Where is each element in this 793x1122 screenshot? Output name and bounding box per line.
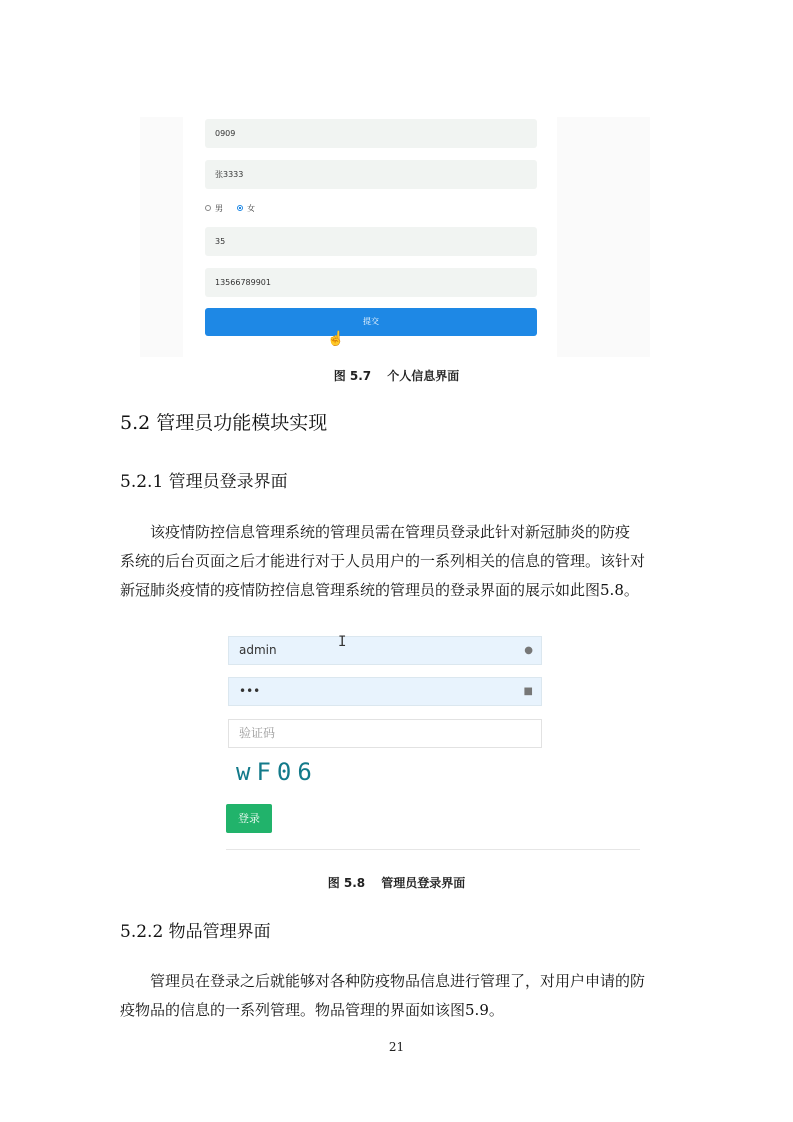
login-button[interactable]: 登录 bbox=[226, 804, 272, 833]
user-icon: ● bbox=[524, 645, 533, 656]
gender-male-label: 男 bbox=[215, 203, 223, 213]
paragraph-line: 系统的后台页面之后才能进行对于人员用户的一系列相关的信息的管理。该针对 bbox=[120, 552, 646, 570]
submit-button[interactable]: 提交 bbox=[205, 308, 537, 336]
hand-cursor-icon: ☝ bbox=[327, 331, 345, 347]
paragraph-line: 新冠肺炎疫情的疫情防控信息管理系统的管理员的登录界面的展示如此图5.8。 bbox=[120, 581, 639, 599]
figure-5-7-caption: 图 5.7 个人信息界面 bbox=[333, 369, 460, 383]
name-field[interactable]: 张3333 bbox=[205, 160, 537, 189]
paragraph-line: 疫物品的信息的一系列管理。物品管理的界面如该图5.9。 bbox=[120, 1001, 504, 1019]
figure-5-8-caption: 图 5.8 管理员登录界面 bbox=[327, 876, 466, 890]
captcha-input[interactable]: 验证码 bbox=[228, 719, 542, 748]
section-5-2-1-paragraph bbox=[120, 518, 680, 605]
divider bbox=[226, 849, 640, 850]
phone-field[interactable]: 13566789901 bbox=[205, 268, 537, 297]
gender-male-radio[interactable] bbox=[205, 205, 211, 211]
password-input[interactable] bbox=[228, 677, 542, 706]
paragraph-line: 该疫情防控信息管理系统的管理员需在管理员登录此针对新冠肺炎的防疫 bbox=[150, 523, 631, 541]
gender-female-radio[interactable] bbox=[237, 205, 243, 211]
gender-female-label: 女 bbox=[247, 203, 255, 213]
page-number: 21 bbox=[388, 1040, 405, 1054]
password-value: ••• bbox=[239, 684, 261, 698]
captcha-image[interactable]: wF06 bbox=[236, 758, 318, 786]
text-cursor-icon: I bbox=[338, 634, 347, 650]
section-5-2-2-paragraph bbox=[120, 967, 680, 1025]
lock-icon: ■ bbox=[523, 686, 533, 697]
username-value: admin bbox=[239, 643, 277, 657]
user-id-field[interactable]: 0909 bbox=[205, 119, 537, 148]
section-5-2-1-heading: 5.2.1 管理员登录界面 bbox=[120, 472, 288, 492]
username-input[interactable] bbox=[228, 636, 542, 665]
age-field[interactable]: 35 bbox=[205, 227, 537, 256]
section-5-2-2-heading: 5.2.2 物品管理界面 bbox=[120, 922, 271, 942]
gender-radio-group bbox=[205, 201, 255, 215]
paragraph-line: 管理员在登录之后就能够对各种防疫物品信息进行管理了，对用户申请的防 bbox=[150, 972, 646, 990]
section-5-2-heading: 5.2 管理员功能模块实现 bbox=[120, 412, 328, 434]
